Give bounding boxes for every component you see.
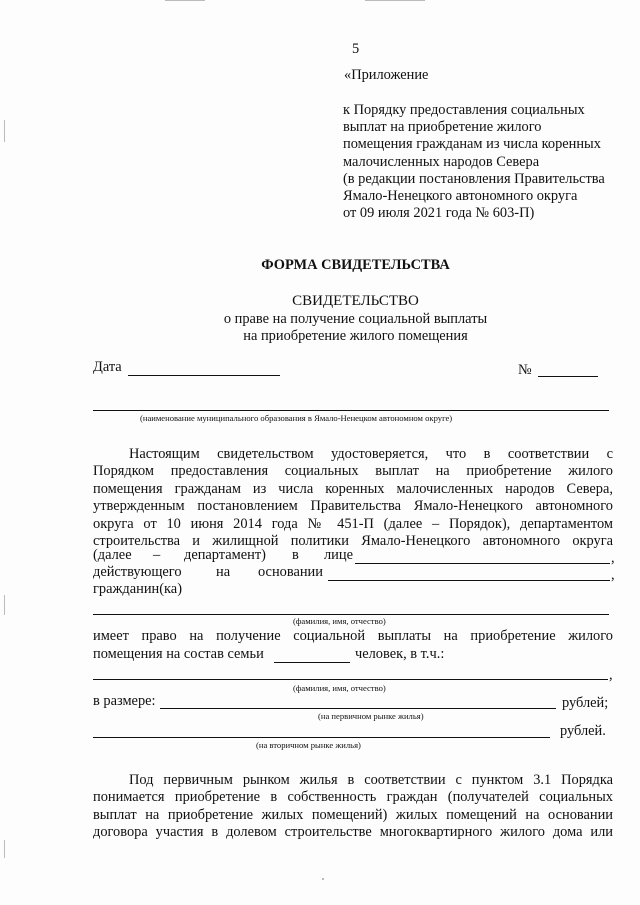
appendix-title: «Приложение <box>344 67 429 83</box>
date-field-line[interactable] <box>128 375 280 376</box>
citizen-name-field-line[interactable] <box>93 614 609 615</box>
family-size-field-line[interactable] <box>274 662 350 663</box>
primary-amount-field-line[interactable] <box>160 708 556 709</box>
body-line: Порядком предоставления социальных выплат на приобретение жилого <box>93 463 613 480</box>
scan-mark-top <box>165 0 205 1</box>
date-label: Дата <box>93 359 122 375</box>
rub-primary: рублей; <box>562 695 609 711</box>
certificate-subtitle-2: на приобретение жилого помещения <box>243 328 468 344</box>
scan-mark-left-2 <box>4 595 5 615</box>
secondary-market-caption: (на вторичном рынке жилья) <box>256 740 361 750</box>
appendix-line: (в редакции постановления Правительства <box>343 170 605 187</box>
body-line: помещения гражданам из числа коренных малочисленных народов Севера, <box>93 480 613 497</box>
final-line: выплат на приобретение жилых помещений) жилых помещений на основании <box>93 806 613 823</box>
comma: , <box>611 567 615 583</box>
acting-word: на <box>216 564 231 580</box>
dept-word: (далее <box>93 547 132 563</box>
fio-caption-2: (фамилия, имя, отчество) <box>293 683 386 693</box>
body-paragraph <box>93 446 613 550</box>
appendix-line: Ямало-Ненецкого автономного округа <box>343 188 578 205</box>
dept-word: в <box>292 547 299 563</box>
scan-mark-left <box>4 120 5 142</box>
rights-line-2-end: человек, в т.ч.: <box>355 646 445 662</box>
citizen-label: гражданин(ка) <box>93 581 182 597</box>
acting-word: основании <box>258 564 323 580</box>
appendix-line: малочисленных народов Севера <box>343 153 540 170</box>
representative-field-line[interactable] <box>355 563 610 564</box>
appendix-line: к Порядку предоставления социальных <box>343 102 585 118</box>
body-line: Настоящим свидетельством удостоверяется, что в соответствии с <box>129 446 613 462</box>
appendix-block <box>343 102 605 222</box>
body-line: округа от 10 июня 2014 года № 451-П (далее – Порядок), департаментом <box>93 515 613 532</box>
amount-label: в размере: <box>93 693 156 709</box>
body-line: строительства и жилищной политики Ямало-Ненецкого автономного округа <box>93 533 613 550</box>
scan-mark-top-right <box>365 0 425 1</box>
final-line: Под первичным рынком жилья в соответствии с пунктом 3.1 Порядка <box>129 772 613 788</box>
fio-caption-1: (фамилия, имя, отчество) <box>293 616 386 626</box>
rub-secondary: рублей. <box>560 723 606 739</box>
number-label: № <box>518 362 532 378</box>
rights-line-1: имеет право на получение социальной выплаты на приобретение жилого <box>93 628 613 644</box>
family-members-field-line[interactable] <box>93 679 608 680</box>
page-number: 5 <box>352 41 360 57</box>
municipality-caption: (наименование муниципального образования в Ямало-Ненецком автономном округе) <box>140 413 453 423</box>
final-line: понимается приобретение в собственность граждан (получателей социальных <box>93 789 613 806</box>
dept-word: департамент) <box>184 547 266 563</box>
scan-mark-dot <box>322 878 324 880</box>
appendix-line: выплат на приобретение жилого <box>343 119 542 136</box>
appendix-line: от 09 июля 2021 года № 603-П) <box>343 205 535 222</box>
comma: , <box>609 667 613 683</box>
body-line: утвержденным постановлением Правительства Ямало-Ненецкого автономного <box>93 498 613 515</box>
comma: , <box>611 550 615 566</box>
final-line: договора участия в долевом строительстве многоквартирного жилого дома или <box>93 824 613 841</box>
scan-mark-left-3 <box>4 840 5 858</box>
appendix-line: помещения гражданам из числа коренных <box>343 136 601 153</box>
number-field-line[interactable] <box>538 376 598 377</box>
rights-line-2-start: помещения на состав семьи <box>93 646 264 662</box>
certificate-subtitle-1: о праве на получение социальной выплаты <box>223 311 488 327</box>
dept-word: – <box>153 547 161 563</box>
certificate-title: СВИДЕТЕЛЬСТВО <box>292 293 419 309</box>
primary-market-caption: (на первичном рынке жилья) <box>318 711 424 721</box>
acting-word: действующего <box>93 564 182 580</box>
dept-word: лице <box>324 547 353 563</box>
municipality-field-line[interactable] <box>93 410 609 411</box>
basis-field-line[interactable] <box>328 580 610 581</box>
final-paragraph <box>93 772 613 842</box>
form-title: ФОРМА СВИДЕТЕЛЬСТВА <box>261 257 450 273</box>
secondary-amount-field-line[interactable] <box>93 737 550 738</box>
